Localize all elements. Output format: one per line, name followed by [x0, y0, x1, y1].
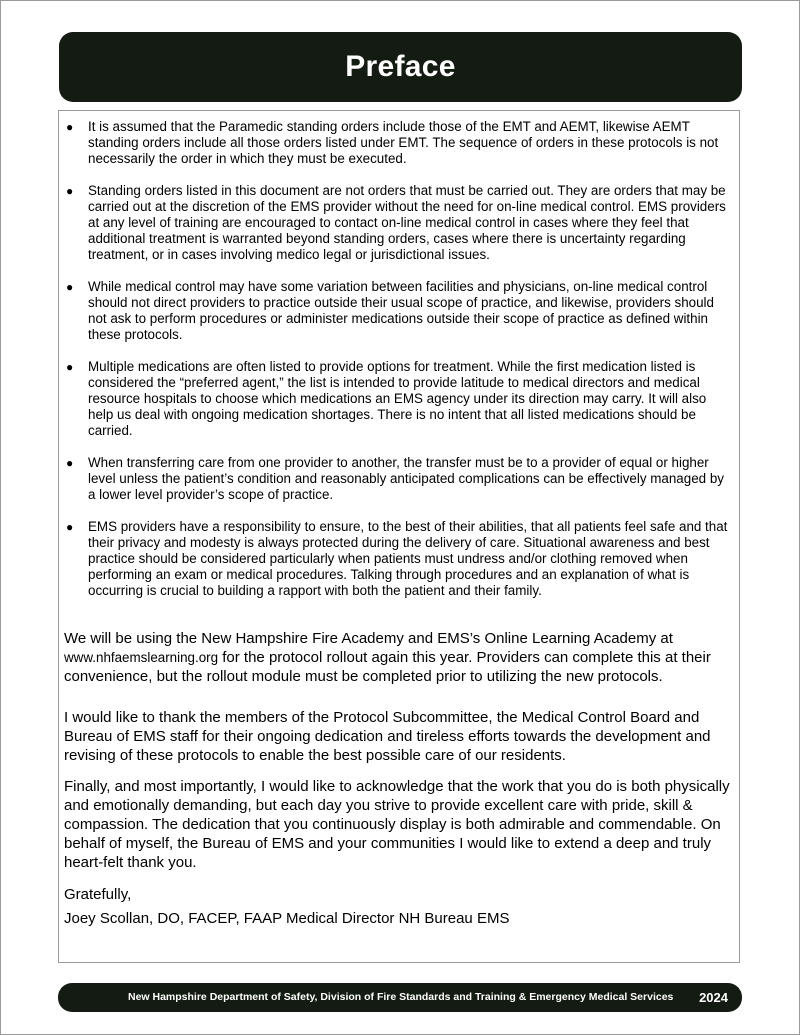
bullet-icon: ● — [66, 120, 74, 134]
footer-department-text: New Hampshire Department of Safety, Division of Fire Standards and Training & Emergency Medical Services — [128, 991, 674, 1003]
content-box — [58, 110, 740, 963]
list-item-text: When transferring care from one provider to another, the transfer must be to a provider of equal or higher level unless the patient’s condition and reasonably anticipated complications can be effectively managed by a lower level provider’s scope of practice. — [88, 455, 724, 502]
closing-text: Gratefully, — [64, 886, 132, 903]
standing-orders-list — [59, 119, 739, 599]
header-bar — [59, 32, 742, 102]
list-item — [59, 359, 739, 439]
list-item — [59, 119, 739, 167]
bullet-icon: ● — [66, 360, 74, 374]
bullet-icon: ● — [66, 280, 74, 294]
footer-year: 2024 — [699, 990, 728, 1005]
list-item-text: EMS providers have a responsibility to ensure, to the best of their abilities, that all patients feel safe and that their privacy and modesty is always protected during the delivery of care. Situational awareness and best practice should be considered particularly when patients must undress and/or clothing removed when performing an exam or medical procedures. Talking through procedures and an explanation of what is occurring is crucial to building a rapport with both the patient and their family. — [88, 519, 728, 598]
bullet-icon: ● — [66, 520, 74, 534]
thanks-paragraph: I would like to thank the members of the Protocol Subcommittee, the Medical Control Board and Bureau of EMS staff for their ongoing dedication and tireless efforts towards the development and revising of these protocols to enable the best possible care of our residents. — [64, 709, 711, 764]
list-item — [59, 183, 739, 263]
signature-text: Joey Scollan, DO, FACEP, FAAP Medical Director NH Bureau EMS — [64, 910, 510, 927]
list-item-text: It is assumed that the Paramedic standing orders include those of the EMT and AEMT, likewise AEMT standing orders include all those orders listed under EMT. The sequence of orders in these protocols is not necessarily the order in which they must be executed. — [88, 119, 719, 166]
bullet-icon: ● — [66, 456, 74, 470]
list-item — [59, 455, 739, 503]
learning-url-link[interactable]: www.nhfaemslearning.org — [64, 650, 219, 665]
page-title: Preface — [345, 50, 456, 83]
rollout-paragraph — [64, 629, 739, 686]
footer-bar — [58, 983, 742, 1012]
acknowledgement-paragraph: Finally, and most importantly, I would like to acknowledge that the work that you do is both physically and emotionally demanding, but each day you strive to provide excellent care with pride, skill & compassion. The dedication that you continuously display is both admirable and commendable. On behalf of myself, the Bureau of EMS and your communities I would like to extend a deep and truly heart-felt thank you. — [64, 778, 730, 871]
list-item — [59, 279, 739, 343]
list-item-text: Standing orders listed in this document are not orders that must be carried out. They are orders that may be carried out at the discretion of the EMS provider without the need for on-line medical control. EMS providers at any level of training are encouraged to contact on-line medical control in cases where they feel that additional treatment is warranted beyond standing orders, cases where there is uncertainty regarding treatment, or in cases involving medico legal or jurisdictional issues. — [88, 183, 726, 262]
list-item-text: While medical control may have some variation between facilities and physicians, on-line medical control should not direct providers to practice outside their usual scope of practice, and likewise, providers should not ask to perform procedures or administer medications outside their scope of practice as defined within these protocols. — [88, 279, 714, 342]
bullet-icon: ● — [66, 184, 74, 198]
rollout-text-after: for the protocol rollout again this year. Providers can complete this at their convenience, but the rollout module must be completed prior to utilizing the new protocols. — [64, 649, 711, 685]
list-item — [59, 519, 739, 599]
rollout-text-before: We will be using the New Hampshire Fire Academy and EMS’s Online Learning Academy at — [64, 630, 673, 647]
list-item-text: Multiple medications are often listed to provide options for treatment. While the first medication listed is considered the “preferred agent,” the list is intended to provide latitude to medical directors and medical resource hospitals to choose which medications an EMS agency under its direction may carry. It will also help us deal with ongoing medication shortages. There is no intent that all listed medications should be carried. — [88, 359, 707, 438]
